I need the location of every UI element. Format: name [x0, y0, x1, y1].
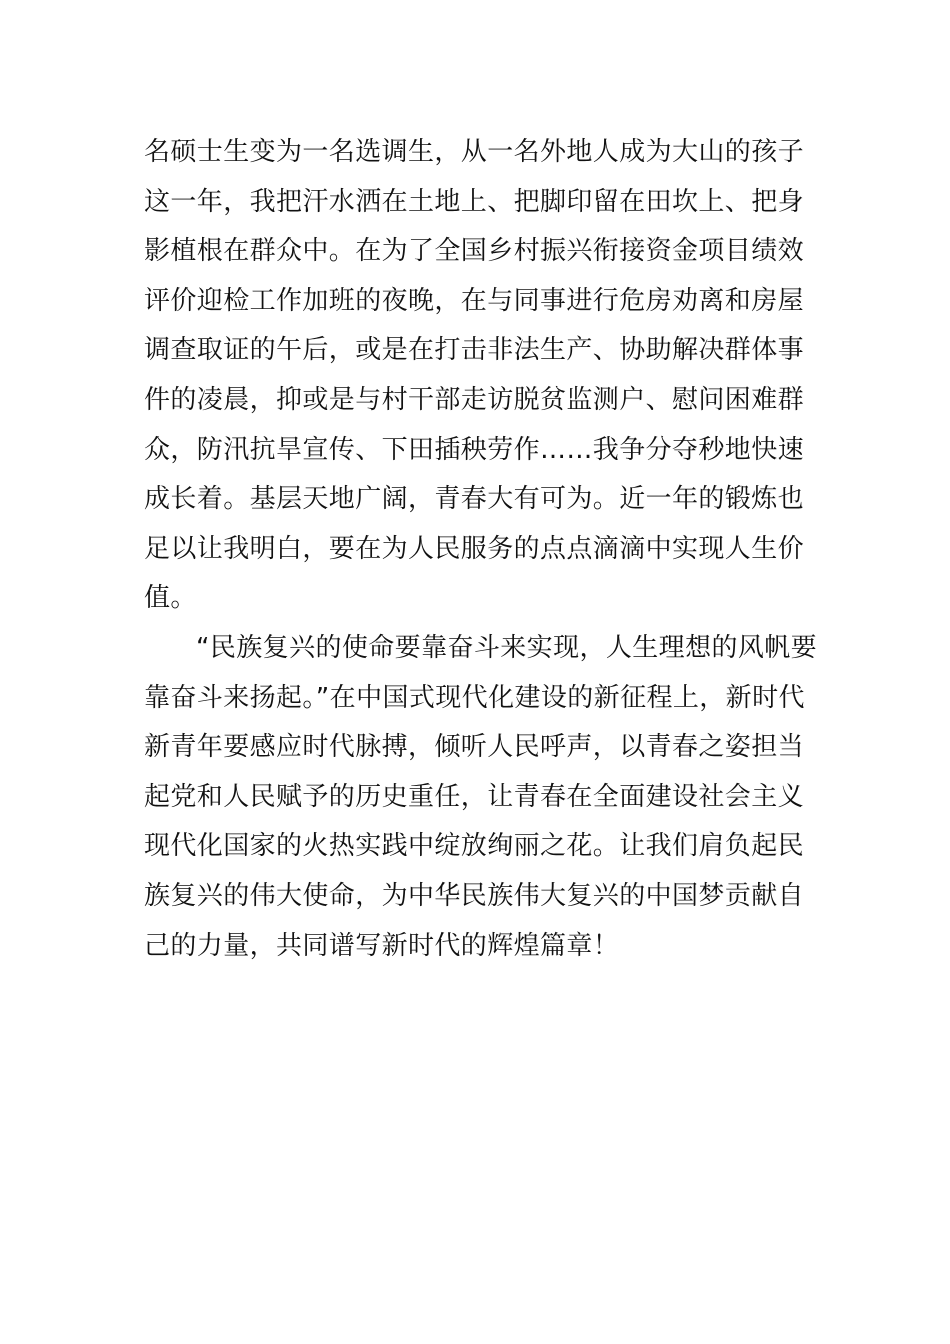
paragraph-start-line: “民族复兴的使命要靠奋斗来实现，人生理想的风帆要: [196, 632, 818, 663]
text-line: 起党和人民赋予的历史重任，让青春在全面建设社会主义: [144, 781, 805, 812]
text-line: 调查取证的午后，或是在打击非法生产、协助解决群体事: [144, 335, 805, 366]
text-line: 现代化国家的火热实践中绽放绚丽之花。让我们肩负起民: [144, 831, 805, 862]
text-line: 成长着。基层天地广阔，青春大有可为。近一年的锻炼也: [144, 484, 805, 515]
text-line: 新青年要感应时代脉搏，倾听人民呼声，以青春之姿担当: [144, 732, 805, 763]
text-line: 靠奋斗来扬起。”在中国式现代化建设的新征程上，新时代: [144, 682, 805, 713]
text-line: 件的凌晨，抑或是与村干部走访脱贫监测户、慰问困难群: [144, 384, 805, 415]
text-line: 族复兴的伟大使命，为中华民族伟大复兴的中国梦贡献自: [144, 880, 805, 911]
text-line: 足以让我明白，要在为人民服务的点点滴滴中实现人生价: [144, 533, 805, 564]
text-line: 名硕士生变为一名选调生，从一名外地人成为大山的孩子: [144, 137, 805, 167]
text-line: 值。: [144, 583, 197, 614]
text-line: 影植根在群众中。在为了全国乡村振兴衔接资金项目绩效: [144, 236, 805, 267]
text-line: 众，防汛抗旱宣传、下田插秧劳作……我争分夺秒地快速: [144, 434, 805, 465]
text-line: 这一年，我把汗水洒在土地上、把脚印留在田坎上、把身: [144, 186, 805, 217]
text-line: 己的力量，共同谱写新时代的辉煌篇章！: [144, 930, 620, 961]
body-text: [144, 128, 818, 971]
text-line: 评价迎检工作加班的夜晚，在与同事进行危房劝离和房屋: [144, 285, 805, 316]
